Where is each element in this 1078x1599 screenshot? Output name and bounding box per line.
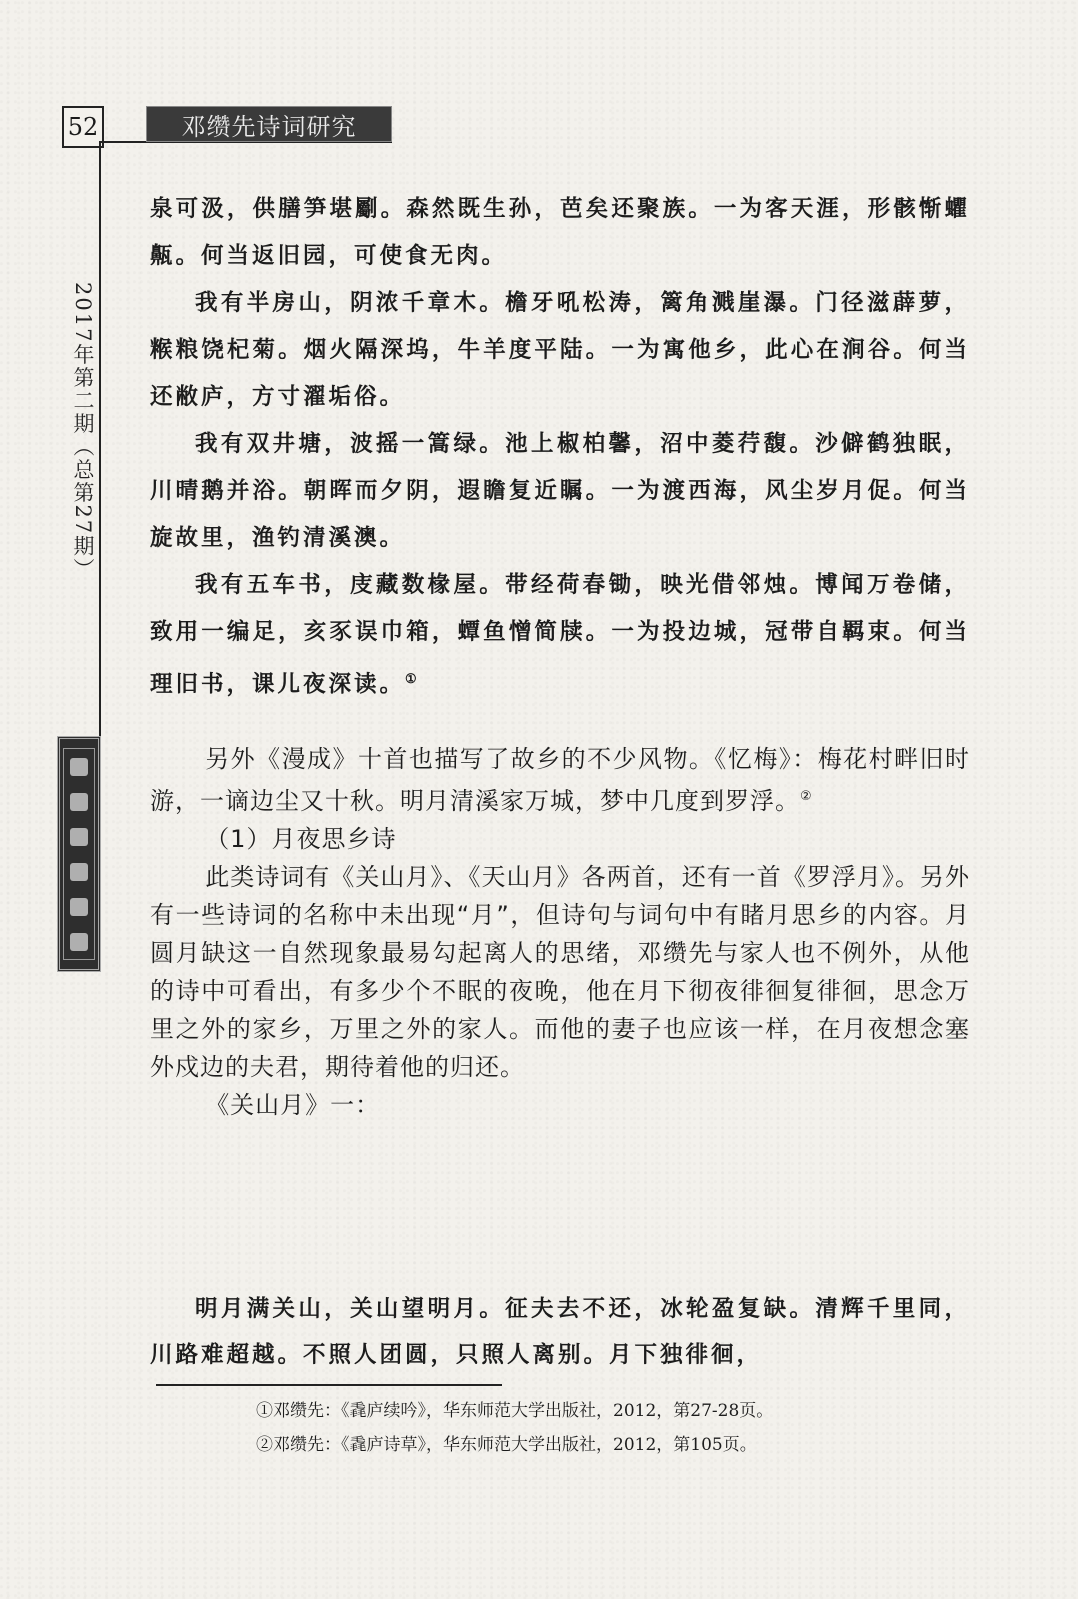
poem-block-1 <box>150 186 970 709</box>
margin-rule <box>99 141 101 739</box>
seal-glyph <box>70 898 88 916</box>
footnote-rule <box>156 1384 502 1386</box>
footnote-ref-1[interactable]: ① <box>405 672 420 687</box>
poem-stanza: 泉可汲，供膳笋堪劚。森然既生孙，芭矣还聚族。一为客天涯，形骸惭蠷齀。何当返旧园，可使食无肉。 <box>150 196 970 269</box>
calligraphy-seal <box>57 736 101 972</box>
seal-glyph <box>70 863 88 881</box>
footnote-1: ①邓缵先：《毳庐续吟》，华东师范大学出版社，2012，第27-28页。 <box>256 1401 774 1421</box>
footnote-ref-2[interactable]: ② <box>800 789 813 804</box>
footnotes <box>256 1394 1016 1462</box>
poem-block-2 <box>150 1286 970 1378</box>
running-header-title: 邓缵先诗词研究 <box>146 106 392 142</box>
poem-stanza-text: 我有五车书，庋藏数椽屋。带经荷春锄，映光借邻烛。博闻万卷储，致用一编足，亥豕误巾箱，蟫鱼憎简牍。一为投边城，冠带自羁束。何当理旧书，课儿夜深读。 <box>150 572 970 698</box>
section-heading: （1）月夜思乡诗 <box>205 825 397 853</box>
paragraph-moon: 此类诗词有《关山月》、《天山月》各两首，还有一首《罗浮月》。另外有一些诗词的名称中未出现“月”，但诗句与词句中有睹月思乡的内容。月圆月缺这一自然现象最易勾起离人的思绪，邓缵先与家人也不例外，从他的诗中可看出，有多少个不眠的夜晚，他在月下彻夜徘徊复徘徊，思念万里之外的家乡，万里之外的家人。而他的妻子也应该一样，在月夜想念塞外戍边的夫君，期待着他的归还。 <box>150 863 970 1081</box>
body-text <box>150 740 970 1124</box>
seal-glyph <box>70 828 88 846</box>
poem-intro: 《关山月》一： <box>205 1091 381 1119</box>
paragraph-manchen <box>150 740 970 820</box>
issue-info: 2017年第二期（总第27期） <box>71 282 95 582</box>
seal-glyph <box>70 793 88 811</box>
page-number: 52 <box>62 106 104 148</box>
poem-stanza <box>150 562 970 709</box>
poem-stanza: 明月满关山，关山望明月。征夫去不还，冰轮盈复缺。清辉千里同，川路难超越。不照人团圆，只照人离别。月下独徘徊， <box>150 1296 970 1368</box>
seal-glyph <box>70 933 88 951</box>
seal-glyph <box>70 758 88 776</box>
poem-stanza: 我有半房山，阴浓千章木。檐牙吼松涛，篱角溅崖瀑。门径滋薜萝，糇粮饶杞菊。烟火隔深坞，牛羊度平陆。一为寓他乡，此心在涧谷。何当还敝庐，方寸濯垢俗。 <box>150 290 970 410</box>
paragraph-text: 另外《漫成》十首也描写了故乡的不少风物。《忆梅》：梅花村畔旧时游，一谪边尘又十秋。明月清溪家万城，梦中几度到罗浮。 <box>150 745 970 815</box>
poem-stanza: 我有双井塘，波摇一篙绿。池上椒柏馨，沼中菱荇馥。沙僻鹤独眠，川晴鹅并浴。朝晖而夕阴，遐瞻复近瞩。一为渡西海，风尘岁月促。何当旋故里，渔钓清溪澳。 <box>150 431 970 551</box>
footnote-2: ②邓缵先：《毳庐诗草》，华东师范大学出版社，2012，第105页。 <box>256 1435 757 1455</box>
